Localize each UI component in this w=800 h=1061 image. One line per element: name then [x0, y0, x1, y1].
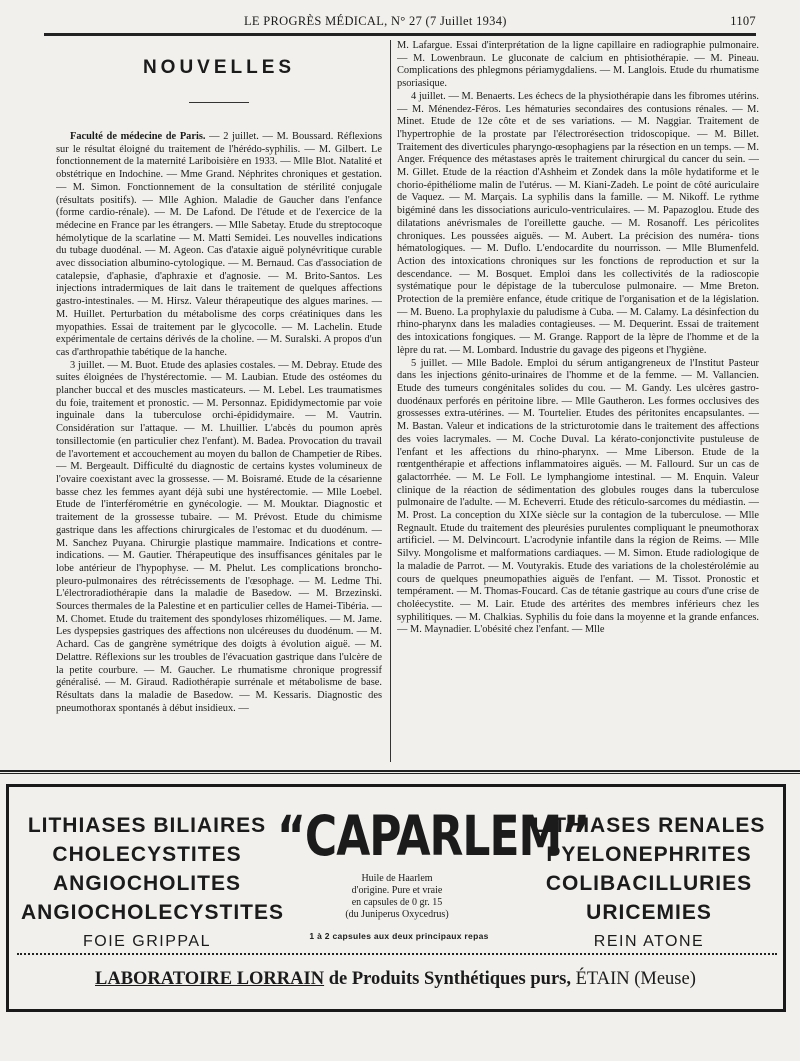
ad-dosage: 1 à 2 capsules aux deux principaux repas — [309, 931, 489, 941]
ad-center-line-3: en capsules de 0 gr. 15 — [351, 897, 443, 908]
paragraph-3-juillet: 3 juillet. — M. Buot. Etude des aplasies costales. — M. Debray. Etude des suites éloignées de l'hystérectomie. — M. Laubian. Etude des ostéomes du plancher buccal et des muscles masticateurs. — M. Lebel. Les traumatismes du foie, traitement et pronostic. — M. Personnaz. Epididymectomie par voie inguinale dans la tuberculose orchi-épididymaire. — M. Vautrin. Considération sur l'attaque. — M. Lhuillier. L'abcès du poumon après tonsillectomie (en particulier chez l'enfant). M. Badea. Provocation du travail de l'avortement et accouchement au moyen du ballon de Champetier de Ribes. — M. Bergeault. Difficulté du diagnostic de certains kystes volumineux de l'ovaire coexistant avec la grossesse. — M. Boisramé. Etude de la césarienne basse chez les femmes ayant déjà subi une hystérectomie. — Mlle Loebel. Etude de l'interférométrie en gynécologie. — M. Mouktar. Diagnostic et traitement de la grossesse tubaire. — M. Prévost. Etude du chimisme gastrique dans les affections chirurgicales de l'estomac et du duodénum. — M. Sanchez Puyana. Chirurgie plastique mammaire. Indications et contre-indications. — M. Gautier. Thérapeutique des insuffisances génitales par le lobe antérieur de l'hypophyse. — M. Phelut. Les complications broncho-pleuro-pulmonaires des rétrécissements de l'œsophage. — M. Ledme Thi. L'électroradiothérapie dans la maladie de Basedow. — M. Brzezinski. Sources thermales de la Palestine et en particulier celles de Hamei-Tibéria. — M. Chomet. Etude du traitement des spondyloses rhizoméliques. — M. Jame. Les dyspepsies gastriques des affections non ulcéreuses du duodénum. — M. Achard. Cas de gangrène symétrique des doigts à évolution aiguë. — M. Delattre. Réflexions sur les troubles de l'évacuation gastrique dans l'ulcère de la petite courbure. — M. Gaucher. Le rhumatisme chronique progressif généralisé. — M. Giraud. Radiothérapie surrénale et métabolisme de base. Résultats dans la maladie de Basedow. — M. Kessaris. Diagnostic des pneumothorax spontanés à début insidieux. — — [56, 359, 382, 714]
ad-lab-middle: de Produits Synthétiques purs, — [324, 969, 576, 989]
ad-center-line-2: d'origine. Pure et vraie — [351, 885, 443, 896]
ad-laboratory-line — [95, 969, 715, 990]
header-rule — [44, 33, 756, 36]
ad-right-line-4: URICEMIES — [586, 901, 712, 924]
journal-title: LE PROGRÈS MÉDICAL, N° 27 (7 Juillet 1934) — [244, 14, 507, 28]
ad-left-line-4: ANGIOCHOLECYSTITES — [21, 901, 285, 924]
ad-left-indications — [21, 811, 285, 957]
section-title: NOUVELLES — [142, 57, 296, 78]
ad-dotted-divider — [17, 953, 777, 957]
ad-left-line-2: CHOLECYSTITES — [52, 843, 242, 866]
ad-product-description — [277, 873, 517, 921]
ad-center-line-4: (du Juniperus Oxycedrus) — [345, 909, 449, 920]
ad-brand-name: “CAPARLEM” — [277, 805, 590, 869]
running-header — [44, 12, 756, 32]
ad-lab-city: ÉTAIN (Meuse) — [575, 969, 696, 989]
ad-left-line-1: LITHIASES BILIAIRES — [27, 814, 267, 837]
column-divider — [390, 40, 391, 762]
ad-left-line-5: FOIE GRIPPAL — [83, 933, 211, 950]
ad-right-line-2: PYELONEPHRITES — [546, 843, 752, 866]
paragraph-continued: M. Lafargue. Essai d'interprétation de la ligne capillaire en radiographie pulmonaire. — M. Lowenbraun. Le gluconate de calcium en phtisiothérapie. — M. Pineau. Complications des phlegmons périamygdaliens. — M. Langlois. Etude du rhumatisme psoriasique. — [397, 40, 759, 90]
faculty-lead: Faculté de médecine de Paris. — [70, 131, 206, 142]
paragraph-4-juillet: 4 juillet. — M. Benaerts. Les échecs de la physiothérapie dans les fibromes utérins. — M. Ménendez-Féros. Les hématuries secondaires des contusions rénales. — M. Minet. Etude de 12e côte et de ses variations. — M. Naggiar. Traitement de l'hypertrophie de la prostate par l'électrorésection tridoscopique. — M. Billet. Traitement des diverticules pharyngo-œsophagiens par la résection en un temps. — M. Anger. Fréquence des métastases après le traitement chirurgical du cancer du sein. — M. Gillet. Etude de la réaction d'Ashheim et Zondek dans la môle hydatiforme et le chorio-épithéliome malin de l'utérus. — M. Kiani-Zadeh. Le point de côté auriculaire de Vaquez. — M. Marçais. La syphilis dans la famille. — M. Nikoff. Le rythme bigéminé dans les dissociations auriculo-ventriculaires. — M. Papazoglou. Etude des dilatations anévrismales de l'oreillette gauche. — M. Rosanoff. Les péricolites chroniques. Les poussées aiguës. — M. Aubert. La précision des numéra- tions hématologiques. — M. Duflo. L'endocardite du nourrisson. — Mlle Blumenfeld. Action des intoxications chroniques sur les fonctions de reproduction et sur la descendance. — M. Bosquet. Emploi dans les collectivités de la radioscopie systématique pour le dépistage de la tuberculose pulmonaire. — Mme Breton. Protection de la première enfance, étude critique de l'organisation et de la législation. — M. Bueno. La prophylaxie du paludisme à Cuba. — M. Calamy. La désinfection du rhino-pharynx dans les maladies contagieuses. — M. Dequerint. Essai de traitement des intoxications fongiques. — M. Grange. Rapport de la lèpre de l'homme et de la lèpre du rat. — M. Lombard. Industrie du gavage des pigeons et l'hygiène. — [397, 90, 759, 356]
page-number: 1107 — [730, 14, 756, 28]
paragraph-2-juillet — [56, 131, 382, 360]
paragraph-5-juillet: 5 juillet. — Mlle Badole. Emploi du sérum antigangreneux de l'Institut Pasteur dans les injections génito-urinaires de l'homme et de la femme. — M. Vallancien. Etude des tumeurs congénitales solides du cou. — M. Gandy. Les ulcères gastro-duodénaux perforés en péritoine libre. — Mlle Gautheron. Les formes occlusives des grossesses extra-utérines. — M. Tourtelier. Etudes des péritonites encapsulantes. — M. Bastan. Valeur et indications de la stricturotomie dans le traitement des affections des voies lacrymales. — M. Coche Duval. La kérato-conjonctivite pustuleuse de l'enfant et les affections du rhino-pharynx. — Mme Liberson. Etude de la rœntgenthérapie et affections inflammatoires aiguës. — M. Fallourd. Sur un cas de galactorrhée. — M. Le Foll. Le lymphangiome intestinal. — M. Enquin. Valeur clinique de la réaction de sédimentation des globules rouges dans la tuberculose pulmonaire de l'adulte. — M. Echeverri. Etude des réticulo-sarcomes du médiastin. — M. Prost. La conception du XIXe siècle sur la contagion de la tuberculose. — Mlle Regnault. Etude du traitement des pleurésies purulentes compliquant le pneumothorax artificiel. — M. Delvincourt. L'acrodynie infantile dans la région de Reims. — Mlle Silvy. Mongolisme et malformations cardiaques. — M. Simon. Etude radiologique de la maladie de Parrot. — M. Voutyrakis. Etude des variations de la cholestérolémie au cours de quelques pneumopathies aiguës de l'enfant. — M. Tissot. Pronostic et tempérament. — M. Thomas-Foucard. Cas de tétanie gastrique au cours d'une crise de choléecystite. — M. Lair. Etude des artérites des membres inférieurs chez les syphilitiques. — M. Chalkias. Syphilis du foie dans la moyenne et la grande enfances. — M. Maynadier. L'obésité chez l'enfant. — Mlle — [397, 357, 759, 636]
ad-left-line-3: ANGIOCHOLITES — [52, 872, 241, 895]
ad-right-line-5: REIN ATONE — [593, 933, 705, 950]
ad-lab-name: LABORATOIRE LORRAIN — [95, 969, 325, 989]
content-bottom-rule — [0, 770, 800, 774]
left-column — [56, 40, 382, 762]
ad-right-indications — [521, 811, 777, 957]
right-column — [397, 40, 759, 762]
title-divider — [189, 102, 249, 103]
caparlem-advertisement — [6, 784, 786, 1012]
paragraph-2-juillet-text: — 2 juillet. — M. Boussard. Réflexions sur le résultat éloigné du traitement de l'hérédo-syphilis. — M. Gilbert. Le fonctionnement de la maternité Lariboisière en 1933. — Mlle Blot. Natalité et obstétrique en Indochine. — Mme Grand. Néphrites chroniques et gestation. — M. Simon. Fonctionnement de la consultation de stérilité conjugale (résultats positifs). — Mlle Aghion. Maladie de Gaucher dans l'enfance (forme cardio-rénale). — M. De Lafond. De l'étude et de l'exercice de la médecine en France par les étrangers. — Mlle Sabetay. Etude du streptocoque hémolytique de la scarlatine — M. Matti Semidei. Les nouvelles indications du tubage duodénal. — M. Ageon. Cas d'ataxie aiguë polynévritique curable avec dissociation albumino-cytologique. — M. Bernaud. Cas d'association de catalepsie, d'aphasie, d'aphraxie et d'agnosie. — M. Brito-Santos. Les injections intradermiques de lait dans le traitement de quelques affections gastro-intestinales. — M. Hirsz. Valeur thérapeutique des algues marines. — M. Huillet. Perturbation du métabolisme des corps créatiniques dans les myopathies. Essai de traitement par le glycocolle. — M. Lachelin. Etude expérimentale de certains dérivés de la choline. — M. Suralski. A propos d'un cas d'arthropathie tabétique de la hanche. — [56, 131, 382, 358]
ad-center-line-1: Huile de Haarlem — [361, 873, 433, 884]
ad-right-line-3: COLIBACILLURIES — [545, 872, 753, 895]
ad-right-line-1: LITHIASES RENALES — [532, 814, 766, 837]
